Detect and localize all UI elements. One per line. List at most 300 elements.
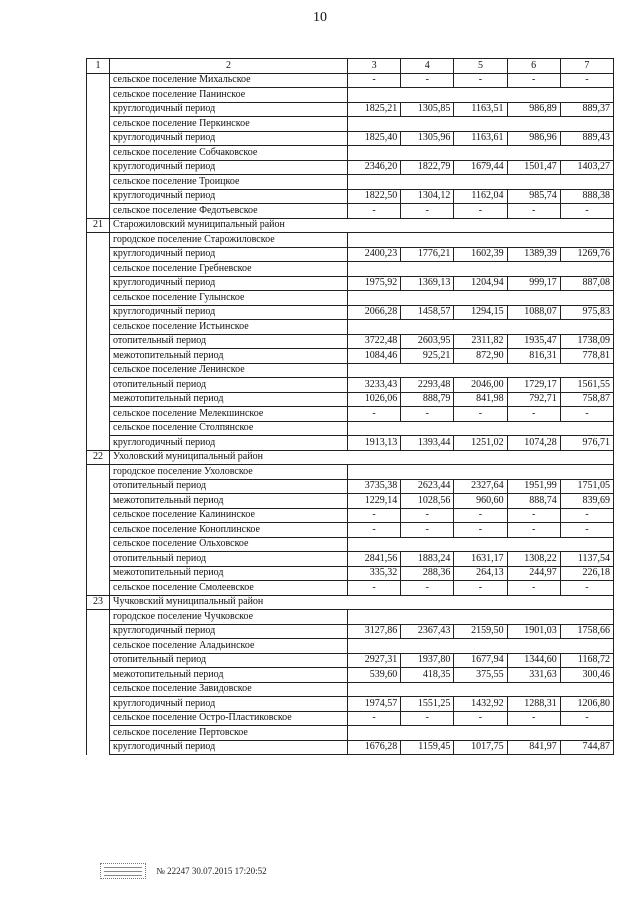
row-number-cell — [87, 320, 110, 335]
row-name-cell: отопительный период — [110, 334, 348, 349]
value-cell: 986,89 — [507, 102, 560, 117]
value-cell: - — [454, 204, 507, 219]
value-cell: - — [348, 407, 401, 422]
value-cell: 1551,25 — [401, 697, 454, 712]
table-row — [87, 204, 614, 219]
value-cell: 2159,50 — [454, 624, 507, 639]
value-cell: 1229,14 — [348, 494, 401, 509]
row-number-cell — [87, 508, 110, 523]
value-cell: - — [560, 204, 613, 219]
value-cell: 1776,21 — [401, 247, 454, 262]
row-name-cell: сельское поселение Панинское — [110, 88, 348, 103]
table-row — [87, 523, 614, 538]
value-cell: - — [348, 204, 401, 219]
empty-span-cell — [348, 262, 614, 277]
value-cell: 2400,23 — [348, 247, 401, 262]
empty-span-cell — [348, 450, 614, 465]
empty-span-cell — [348, 421, 614, 436]
table-row — [87, 160, 614, 175]
value-cell: 2046,00 — [454, 378, 507, 393]
row-name-cell: круглогодичный период — [110, 102, 348, 117]
value-cell: - — [560, 581, 613, 596]
value-cell: 2623,44 — [401, 479, 454, 494]
table-row — [87, 276, 614, 291]
value-cell: 986,96 — [507, 131, 560, 146]
table-row — [87, 334, 614, 349]
value-cell: - — [507, 523, 560, 538]
value-cell: 1163,51 — [454, 102, 507, 117]
value-cell: 1676,28 — [348, 740, 401, 755]
value-cell: 1758,66 — [560, 624, 613, 639]
value-cell: 976,71 — [560, 436, 613, 451]
district-row — [87, 595, 614, 610]
row-number-cell — [87, 653, 110, 668]
settlement-row — [87, 291, 614, 306]
value-cell: 331,63 — [507, 668, 560, 683]
empty-span-cell — [348, 639, 614, 654]
row-name-cell: сельское поселение Ленинское — [110, 363, 348, 378]
value-cell: 960,60 — [454, 494, 507, 509]
row-name-cell: сельское поселение Калининское — [110, 508, 348, 523]
value-cell: - — [507, 581, 560, 596]
empty-span-cell — [348, 537, 614, 552]
value-cell: - — [560, 508, 613, 523]
row-name-cell: сельское поселение Столпянское — [110, 421, 348, 436]
settlement-row — [87, 682, 614, 697]
value-cell: 841,97 — [507, 740, 560, 755]
header-cell: 3 — [348, 59, 401, 74]
row-number-cell — [87, 363, 110, 378]
value-cell: 1137,54 — [560, 552, 613, 567]
value-cell: 1679,44 — [454, 160, 507, 175]
table-row — [87, 305, 614, 320]
value-cell: 841,98 — [454, 392, 507, 407]
table-row — [87, 436, 614, 451]
row-number-cell — [87, 131, 110, 146]
row-number-cell — [87, 160, 110, 175]
value-cell: 1501,47 — [507, 160, 560, 175]
row-name-cell: межотопительный период — [110, 668, 348, 683]
value-cell: 744,87 — [560, 740, 613, 755]
value-cell: - — [454, 581, 507, 596]
row-number-cell — [87, 204, 110, 219]
value-cell: 1458,57 — [401, 305, 454, 320]
empty-span-cell — [348, 117, 614, 132]
row-name-cell: сельское поселение Перкинское — [110, 117, 348, 132]
row-number-cell — [87, 175, 110, 190]
value-cell: - — [401, 407, 454, 422]
row-number-cell — [87, 146, 110, 161]
row-number-cell — [87, 740, 110, 755]
value-cell: 839,69 — [560, 494, 613, 509]
row-name-cell: сельское поселение Мелекшинское — [110, 407, 348, 422]
empty-span-cell — [348, 465, 614, 480]
row-name-cell: круглогодичный период — [110, 160, 348, 175]
empty-span-cell — [348, 146, 614, 161]
row-name-cell: Чучковский муниципальный район — [110, 595, 348, 610]
value-cell: 1937,80 — [401, 653, 454, 668]
row-name-cell: сельское поселение Остро-Пластиковское — [110, 711, 348, 726]
row-number-cell — [87, 465, 110, 480]
row-name-cell: сельское поселение Смолеевское — [110, 581, 348, 596]
table-row — [87, 624, 614, 639]
value-cell: 1738,09 — [560, 334, 613, 349]
row-name-cell: отопительный период — [110, 479, 348, 494]
value-cell: 985,74 — [507, 189, 560, 204]
settlement-row — [87, 639, 614, 654]
row-name-cell: сельское поселение Коноплинское — [110, 523, 348, 538]
value-cell: - — [454, 523, 507, 538]
value-cell: 1883,24 — [401, 552, 454, 567]
value-cell: 3722,48 — [348, 334, 401, 349]
row-number-cell — [87, 334, 110, 349]
settlement-row — [87, 421, 614, 436]
row-name-cell: круглогодичный период — [110, 697, 348, 712]
value-cell: 1951,99 — [507, 479, 560, 494]
settlement-row — [87, 726, 614, 741]
row-name-cell: межотопительный период — [110, 566, 348, 581]
header-cell: 1 — [87, 59, 110, 74]
value-cell: 1294,15 — [454, 305, 507, 320]
value-cell: 1344,60 — [507, 653, 560, 668]
value-cell: - — [348, 711, 401, 726]
value-cell: - — [348, 73, 401, 88]
district-row — [87, 450, 614, 465]
table-row — [87, 378, 614, 393]
value-cell: - — [454, 711, 507, 726]
value-cell: - — [401, 508, 454, 523]
value-cell: 1159,45 — [401, 740, 454, 755]
settlement-row — [87, 175, 614, 190]
value-cell: 2327,64 — [454, 479, 507, 494]
value-cell: 288,36 — [401, 566, 454, 581]
value-cell: 1403,27 — [560, 160, 613, 175]
row-name-cell: круглогодичный период — [110, 740, 348, 755]
settlement-row — [87, 465, 614, 480]
value-cell: 1163,61 — [454, 131, 507, 146]
settlement-row — [87, 320, 614, 335]
settlement-row — [87, 233, 614, 248]
row-name-cell: сельское поселение Завидовское — [110, 682, 348, 697]
value-cell: 1751,05 — [560, 479, 613, 494]
value-cell: 816,31 — [507, 349, 560, 364]
value-cell: - — [560, 711, 613, 726]
value-cell: 888,74 — [507, 494, 560, 509]
value-cell: 1026,06 — [348, 392, 401, 407]
row-number-cell — [87, 233, 110, 248]
row-number-cell — [87, 189, 110, 204]
header-cell: 7 — [560, 59, 613, 74]
table-row — [87, 247, 614, 262]
value-cell: 925,21 — [401, 349, 454, 364]
value-cell: 1561,55 — [560, 378, 613, 393]
value-cell: 1393,44 — [401, 436, 454, 451]
registration-stamp-icon — [100, 863, 146, 879]
table-row — [87, 392, 614, 407]
empty-span-cell — [348, 610, 614, 625]
settlement-row — [87, 610, 614, 625]
table-row — [87, 131, 614, 146]
value-cell: 1974,57 — [348, 697, 401, 712]
row-number-cell — [87, 102, 110, 117]
value-cell: 539,60 — [348, 668, 401, 683]
row-name-cell: городское поселение Старожиловское — [110, 233, 348, 248]
value-cell: 2603,95 — [401, 334, 454, 349]
row-number-cell — [87, 552, 110, 567]
row-number-cell — [87, 697, 110, 712]
row-name-cell: сельское поселение Аладьинское — [110, 639, 348, 654]
value-cell: 2293,48 — [401, 378, 454, 393]
row-name-cell: городское поселение Ухоловское — [110, 465, 348, 480]
row-name-cell: межотопительный период — [110, 494, 348, 509]
value-cell: 3735,38 — [348, 479, 401, 494]
value-cell: 2066,28 — [348, 305, 401, 320]
table-body — [87, 59, 614, 755]
value-cell: 226,18 — [560, 566, 613, 581]
value-cell: - — [560, 73, 613, 88]
value-cell: 1822,79 — [401, 160, 454, 175]
table-row — [87, 668, 614, 683]
value-cell: 1088,07 — [507, 305, 560, 320]
row-number-cell — [87, 436, 110, 451]
value-cell: 792,71 — [507, 392, 560, 407]
row-name-cell: сельское поселение Пертовское — [110, 726, 348, 741]
value-cell: 887,08 — [560, 276, 613, 291]
value-cell: 758,87 — [560, 392, 613, 407]
empty-span-cell — [348, 233, 614, 248]
empty-span-cell — [348, 682, 614, 697]
value-cell: 1901,03 — [507, 624, 560, 639]
header-cell: 6 — [507, 59, 560, 74]
table-row — [87, 494, 614, 509]
district-row — [87, 218, 614, 233]
row-name-cell: круглогодичный период — [110, 305, 348, 320]
value-cell: 1204,94 — [454, 276, 507, 291]
settlement-row — [87, 117, 614, 132]
row-name-cell: круглогодичный период — [110, 624, 348, 639]
table-row — [87, 349, 614, 364]
value-cell: 3127,86 — [348, 624, 401, 639]
row-number-cell — [87, 247, 110, 262]
table-row — [87, 407, 614, 422]
value-cell: - — [507, 711, 560, 726]
empty-span-cell — [348, 595, 614, 610]
row-name-cell: Старожиловский муниципальный район — [110, 218, 348, 233]
row-name-cell: межотопительный период — [110, 349, 348, 364]
row-name-cell: сельское поселение Михальское — [110, 73, 348, 88]
value-cell: 2367,43 — [401, 624, 454, 639]
empty-span-cell — [348, 175, 614, 190]
value-cell: - — [560, 407, 613, 422]
value-cell: 1084,46 — [348, 349, 401, 364]
row-number-cell — [87, 711, 110, 726]
table-row — [87, 189, 614, 204]
value-cell: - — [507, 73, 560, 88]
row-name-cell: сельское поселение Гребневское — [110, 262, 348, 277]
settlement-row — [87, 537, 614, 552]
page-number: 10 — [313, 10, 327, 25]
row-name-cell: межотопительный период — [110, 392, 348, 407]
value-cell: 1305,85 — [401, 102, 454, 117]
row-name-cell: сельское поселение Ольховское — [110, 537, 348, 552]
row-number-cell — [87, 523, 110, 538]
value-cell: 1017,75 — [454, 740, 507, 755]
row-number-cell — [87, 479, 110, 494]
value-cell: 1304,12 — [401, 189, 454, 204]
row-number-cell — [87, 392, 110, 407]
value-cell: - — [401, 204, 454, 219]
empty-span-cell — [348, 320, 614, 335]
header-cell: 4 — [401, 59, 454, 74]
row-number-cell — [87, 639, 110, 654]
table-row — [87, 581, 614, 596]
row-name-cell: круглогодичный период — [110, 436, 348, 451]
row-name-cell: сельское поселение Собчаковское — [110, 146, 348, 161]
row-number-cell — [87, 378, 110, 393]
value-cell: 244,97 — [507, 566, 560, 581]
row-name-cell: Ухоловский муниципальный район — [110, 450, 348, 465]
row-number-cell — [87, 88, 110, 103]
value-cell: 1369,13 — [401, 276, 454, 291]
row-name-cell: круглогодичный период — [110, 131, 348, 146]
row-number-cell — [87, 682, 110, 697]
document-timestamp: 30.07.2015 17:20:52 — [191, 866, 267, 876]
row-number-cell — [87, 726, 110, 741]
row-name-cell: сельское поселение Истьинское — [110, 320, 348, 335]
value-cell: - — [507, 508, 560, 523]
row-number-cell — [87, 566, 110, 581]
row-name-cell: отопительный период — [110, 653, 348, 668]
value-cell: - — [348, 581, 401, 596]
value-cell: 1168,72 — [560, 653, 613, 668]
value-cell: 1074,28 — [507, 436, 560, 451]
settlement-row — [87, 146, 614, 161]
table-row — [87, 102, 614, 117]
value-cell: 300,46 — [560, 668, 613, 683]
value-cell: 375,55 — [454, 668, 507, 683]
value-cell: 1269,76 — [560, 247, 613, 262]
row-name-cell: сельское поселение Троицкое — [110, 175, 348, 190]
row-number-cell — [87, 610, 110, 625]
value-cell: 2841,56 — [348, 552, 401, 567]
value-cell: 872,90 — [454, 349, 507, 364]
value-cell: 2927,31 — [348, 653, 401, 668]
empty-span-cell — [348, 291, 614, 306]
value-cell: 975,83 — [560, 305, 613, 320]
row-number-cell: 22 — [87, 450, 110, 465]
footer — [100, 863, 267, 879]
header-cell: 5 — [454, 59, 507, 74]
row-name-cell: сельское поселение Гулынское — [110, 291, 348, 306]
row-name-cell: круглогодичный период — [110, 189, 348, 204]
value-cell: 888,79 — [401, 392, 454, 407]
row-name-cell: городское поселение Чучковское — [110, 610, 348, 625]
empty-span-cell — [348, 218, 614, 233]
value-cell: 2311,82 — [454, 334, 507, 349]
document-number: № 22247 — [156, 866, 190, 876]
row-number-cell: 23 — [87, 595, 110, 610]
row-number-cell — [87, 117, 110, 132]
table-row — [87, 697, 614, 712]
value-cell: - — [348, 523, 401, 538]
row-number-cell — [87, 305, 110, 320]
header-cell: 2 — [110, 59, 348, 74]
value-cell: - — [507, 204, 560, 219]
table-row — [87, 73, 614, 88]
value-cell: 335,32 — [348, 566, 401, 581]
value-cell: 1825,40 — [348, 131, 401, 146]
value-cell: 889,37 — [560, 102, 613, 117]
value-cell: 1305,96 — [401, 131, 454, 146]
value-cell: - — [401, 711, 454, 726]
value-cell: 778,81 — [560, 349, 613, 364]
row-name-cell: сельское поселение Федотьевское — [110, 204, 348, 219]
tariff-table — [86, 58, 614, 755]
row-number-cell — [87, 73, 110, 88]
value-cell: - — [401, 581, 454, 596]
value-cell: 1432,92 — [454, 697, 507, 712]
table-row — [87, 740, 614, 755]
value-cell: 1677,94 — [454, 653, 507, 668]
value-cell: 1602,39 — [454, 247, 507, 262]
value-cell: 1162,04 — [454, 189, 507, 204]
value-cell: 1251,02 — [454, 436, 507, 451]
value-cell: 1288,31 — [507, 697, 560, 712]
value-cell: 1028,56 — [401, 494, 454, 509]
table-row — [87, 711, 614, 726]
row-number-cell — [87, 624, 110, 639]
row-number-cell — [87, 262, 110, 277]
value-cell: - — [560, 523, 613, 538]
value-cell: 1729,17 — [507, 378, 560, 393]
value-cell: 889,43 — [560, 131, 613, 146]
row-number-cell — [87, 291, 110, 306]
value-cell: 1825,21 — [348, 102, 401, 117]
settlement-row — [87, 262, 614, 277]
table-row — [87, 653, 614, 668]
table-row — [87, 508, 614, 523]
row-number-cell — [87, 537, 110, 552]
value-cell: - — [507, 407, 560, 422]
value-cell: 1975,92 — [348, 276, 401, 291]
empty-span-cell — [348, 88, 614, 103]
row-number-cell — [87, 407, 110, 422]
value-cell: 1389,39 — [507, 247, 560, 262]
table-row — [87, 479, 614, 494]
table-row — [87, 552, 614, 567]
value-cell: 1822,50 — [348, 189, 401, 204]
value-cell: 1631,17 — [454, 552, 507, 567]
value-cell: - — [454, 508, 507, 523]
value-cell: - — [454, 73, 507, 88]
value-cell: - — [401, 523, 454, 538]
row-number-cell — [87, 494, 110, 509]
value-cell: - — [348, 508, 401, 523]
row-name-cell: круглогодичный период — [110, 247, 348, 262]
table-header-row — [87, 59, 614, 74]
value-cell: 264,13 — [454, 566, 507, 581]
value-cell: 999,17 — [507, 276, 560, 291]
table-row — [87, 566, 614, 581]
value-cell: - — [401, 73, 454, 88]
row-name-cell: отопительный период — [110, 552, 348, 567]
value-cell: 1913,13 — [348, 436, 401, 451]
value-cell: 418,35 — [401, 668, 454, 683]
value-cell: 1308,22 — [507, 552, 560, 567]
row-number-cell — [87, 581, 110, 596]
settlement-row — [87, 88, 614, 103]
empty-span-cell — [348, 726, 614, 741]
